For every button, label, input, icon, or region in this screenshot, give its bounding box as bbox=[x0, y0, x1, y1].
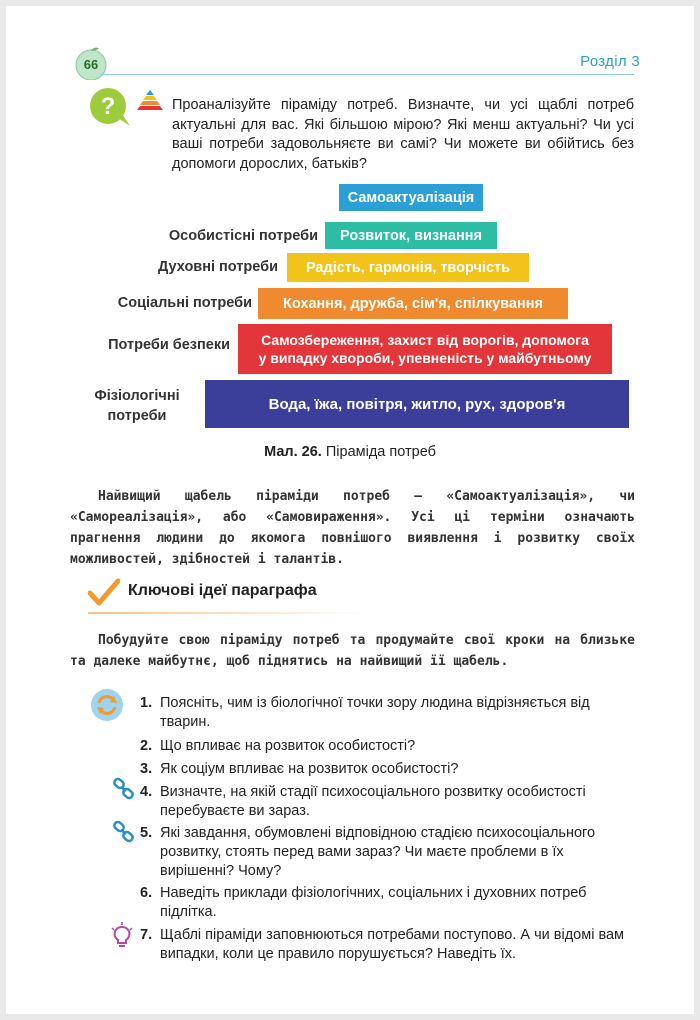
figure-caption bbox=[0, 444, 700, 460]
key-ideas-text: Побудуйте свою піраміду потреб та продумайте свої кроки на близьке та далеке майбутнє, щоб піднятись на найвищий її щабель. bbox=[70, 633, 635, 669]
question-item-text: Наведіть приклади фізіологічних, соціальних і духовних потреб підлітка. bbox=[160, 885, 587, 920]
header-divider bbox=[100, 74, 634, 75]
list-item bbox=[140, 694, 635, 732]
pyramid-level-personal: Розвиток, визнання bbox=[325, 222, 497, 249]
question-item-text: Поясніть, чим із біологічної точки зору людина відрізняється від тварин. bbox=[160, 695, 590, 730]
pyramid-label-physiological-line1: Фізіологічні bbox=[94, 388, 180, 404]
question-bubble-icon bbox=[88, 86, 134, 130]
key-ideas-underline bbox=[88, 612, 368, 614]
lightbulb-icon bbox=[110, 922, 134, 950]
figure-caption-number: Мал. 26. bbox=[264, 444, 322, 460]
pyramid-level-physiological: Вода, їжа, повітря, житло, рух, здоров'я bbox=[205, 380, 629, 428]
pyramid-level-safety-line2: у випадку хвороби, упевненість у майбутньому bbox=[258, 350, 592, 366]
question-item-text: Щаблі піраміди заповнюються потребами поступово. А чи відомі вам випадки, коли це правило порушується? Наведіть їх. bbox=[160, 927, 625, 962]
pyramid-level-spiritual: Радість, гармонія, творчість bbox=[287, 253, 529, 282]
question-number: 3. bbox=[140, 761, 153, 777]
pyramid-level-social: Кохання, дружба, сім'я, спілкування bbox=[258, 288, 568, 319]
pyramid-label-physiological bbox=[80, 386, 194, 426]
list-item bbox=[140, 737, 635, 756]
list-item bbox=[140, 760, 635, 779]
link-chain-icon bbox=[112, 777, 136, 801]
pyramid-label-social: Соціальні потреби bbox=[117, 295, 252, 311]
pyramid-label-physiological-line2: потреби bbox=[107, 408, 167, 424]
repeat-icon bbox=[90, 688, 124, 722]
pyramid-icon bbox=[136, 88, 164, 112]
question-text: Проаналізуйте піраміду потреб. Визначте, чи усі щаблі потреб актуальні для вас. Які більшою мірою? Які менш актуальні? Чи усі ваші потреби задовольняєте ви самі? Чи можете ви обійтись без допомоги дорослих, батьків? bbox=[172, 97, 634, 172]
page-number: 66 bbox=[83, 57, 99, 72]
question-number: 2. bbox=[140, 738, 153, 754]
svg-text:?: ? bbox=[100, 93, 116, 120]
question-item-text: Як соціум впливає на розвиток особистості? bbox=[160, 761, 459, 777]
question-item-text: Що впливає на розвиток особистості? bbox=[160, 738, 416, 754]
question-item-text: Визначте, на якій стадії психосоціального розвитку особистості перебуваєте ви зараз. bbox=[160, 784, 586, 819]
figure-caption-text: Піраміда потреб bbox=[325, 444, 436, 460]
pyramid-level-safety-line1: Самозбереження, захист від ворогів, допомога bbox=[261, 332, 589, 348]
question-number: 5. bbox=[140, 825, 153, 841]
pyramid-label-spiritual: Духовні потреби bbox=[158, 259, 278, 275]
pyramid-level-safety bbox=[238, 324, 612, 374]
question-number: 1. bbox=[140, 695, 153, 711]
question-number: 6. bbox=[140, 885, 153, 901]
list-item bbox=[140, 783, 635, 821]
pyramid-label-safety: Потреби безпеки bbox=[108, 337, 230, 353]
paragraph-self-actualization: Найвищий щабель піраміди потреб — «Самоактуалізація», чи «Самореалізація», або «Самовираження». Усі ці терміни означають прагнення людини до якомога повнішого виявлення і розвитку своїх можливостей, здібностей і талантів. bbox=[70, 489, 635, 567]
link-chain-icon bbox=[112, 820, 136, 844]
list-item bbox=[140, 884, 635, 922]
list-item bbox=[140, 824, 635, 881]
key-ideas-title: Ключові ідеї параграфа bbox=[128, 582, 317, 599]
checkmark-icon bbox=[88, 578, 120, 606]
question-number: 7. bbox=[140, 927, 153, 943]
pyramid-label-personal: Особистісні потреби bbox=[168, 228, 318, 244]
question-item-text: Які завдання, обумовлені відповідною стадією психосоціального розвитку, стоять перед вами зараз? Чи маєте проблеми в їх вирішенні? Чому? bbox=[160, 825, 596, 879]
question-number: 4. bbox=[140, 784, 153, 800]
pyramid-level-self-actualization: Самоактуалізація bbox=[339, 184, 483, 211]
section-label: Розділ 3 bbox=[580, 53, 640, 70]
list-item bbox=[140, 926, 635, 964]
